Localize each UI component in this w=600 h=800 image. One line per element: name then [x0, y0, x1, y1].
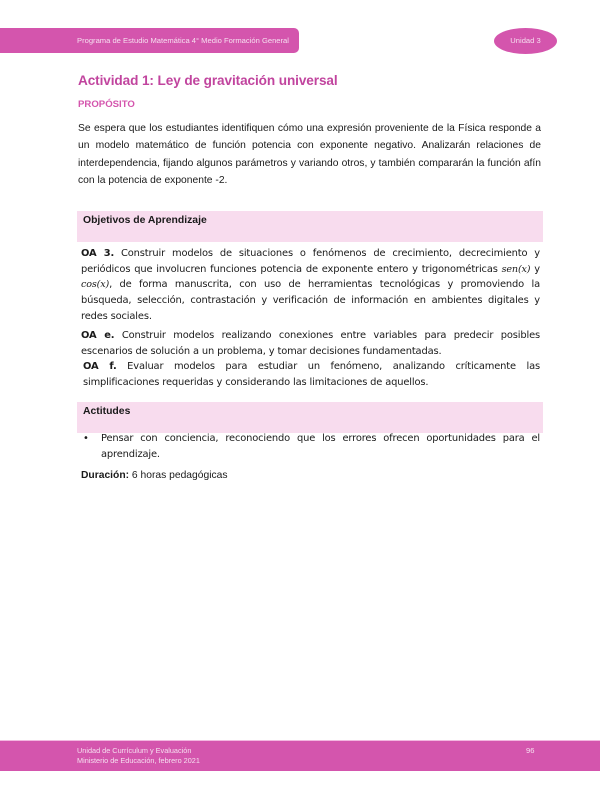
unit-label: Unidad 3 [510, 36, 541, 45]
objective-code: OA f [83, 361, 113, 372]
attitudes-heading: Actitudes [83, 406, 131, 417]
math-sen-x: sen(x) [501, 263, 531, 275]
objective-text: Construir modelos de situaciones o fenómenos de crecimiento, decrecimiento y periódicos que involucren funciones potencia de exponente entero y trigonométricas [81, 248, 541, 275]
footer-bar [0, 740, 600, 771]
attitude-list-item [81, 431, 540, 462]
objective-oa-e: OA e. Construir modelos realizando conexiones entre variables para predecir posibles escenarios de solución a un problema, y tomar decisiones fundamentadas. [81, 330, 540, 357]
footer-line-unit: Unidad de Currículum y Evaluación [77, 746, 192, 755]
objective-text: Evaluar modelos para estudiar un fenómeno, analizando críticamente las simplificaciones requeridas y considerando las limitaciones de aquellos. [83, 361, 540, 388]
attitudes-section-header [77, 402, 543, 433]
page-content [78, 72, 541, 481]
objective-code: OA e [81, 330, 111, 341]
purpose-paragraph: Se espera que los estudiantes identifiquen cómo una expresión proveniente de la Física responde a un modelo matemático de función potencia con exponente negativo. Analizarán relaciones de interdependencia, fijando algunos parámetros y variando otros, y también compararán la función afín con la potencia de exponente -2. [78, 123, 541, 186]
objective-oa-f: OA f. Evaluar modelos para estudiar un fenómeno, analizando críticamente las simplificaciones requeridas y considerando las limitaciones de aquellos. [83, 361, 540, 388]
math-cos-x: cos(x) [81, 279, 110, 291]
page-number: 96 [526, 746, 535, 755]
program-title: Programa de Estudio Matemática 4° Medio Formación General [77, 36, 289, 45]
duration [81, 469, 228, 483]
objective-oa-3: OA 3. Construir modelos de situaciones o fenómenos de crecimiento, decrecimiento y periódicos que involucren funciones potencia de exponente entero y trigonométricas sen(x) y cos(x), de forma manuscrita, con uso de herramientas tecnológicas y promoviendo la búsqueda, selección, contrastación y verificación de información en ambientes digitales y redes sociales. [81, 248, 541, 322]
footer-credits [77, 746, 200, 766]
unit-badge [494, 28, 557, 54]
activity-title: Actividad 1: Ley de gravitación universal [78, 73, 338, 88]
purpose-heading: PROPÓSITO [78, 99, 135, 110]
objectives-section-header [77, 211, 543, 242]
attitude-text: Pensar con conciencia, reconociendo que los errores ofrecen oportunidades para el aprendizaje. [101, 433, 540, 460]
objective-code: OA 3 [81, 248, 111, 259]
objectives-heading: Objetivos de Aprendizaje [83, 215, 207, 226]
footer-line-ministry: Ministerio de Educación, febrero 2021 [77, 756, 200, 765]
objective-text: Construir modelos realizando conexiones entre variables para predecir posibles escenarios de solución a un problema, y tomar decisiones fundamentadas. [81, 330, 540, 357]
program-header-bar [0, 28, 299, 53]
bullet-icon: • [83, 433, 89, 444]
duration-label: Duración: [81, 470, 130, 481]
duration-value: 6 horas pedagógicas [129, 470, 228, 481]
